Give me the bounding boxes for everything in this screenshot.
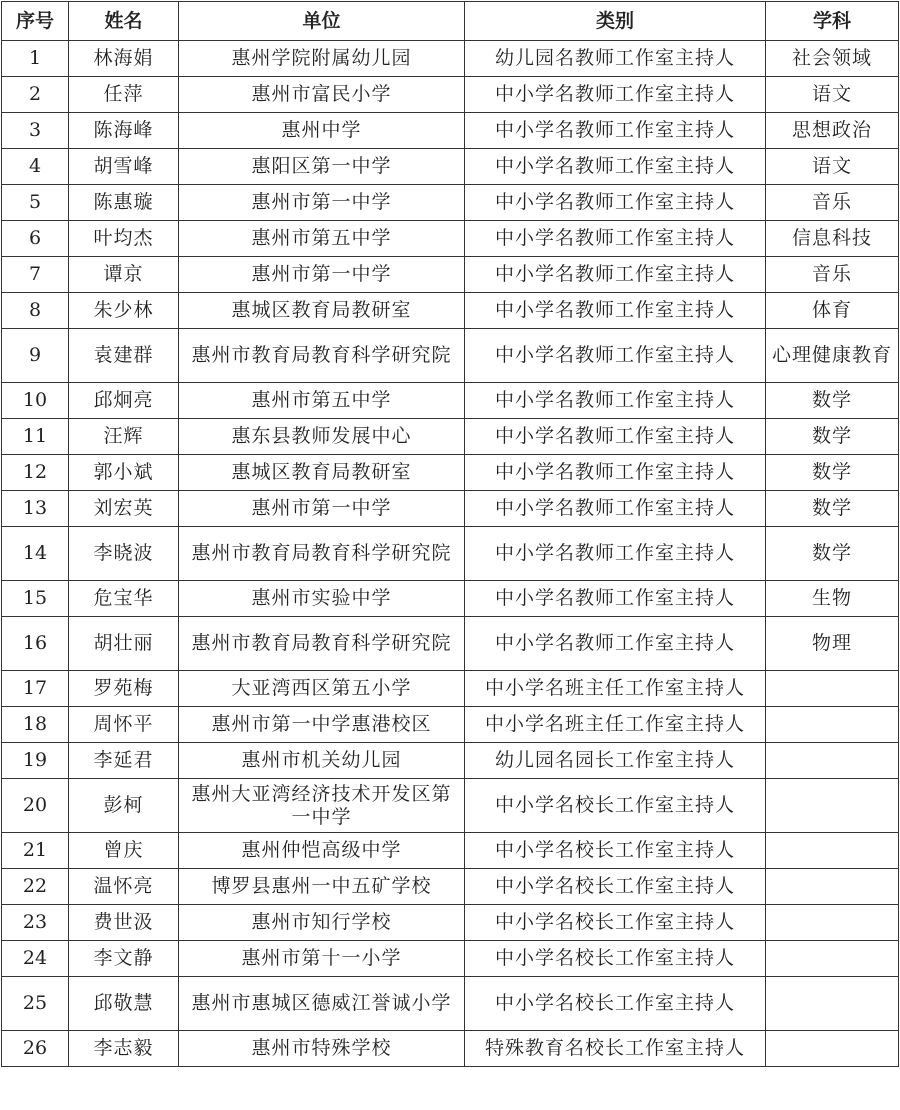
cell-subject: 生物 [766, 581, 899, 617]
cell-subject: 数学 [766, 455, 899, 491]
cell-subject [766, 833, 899, 869]
cell-index: 24 [2, 941, 69, 977]
cell-index: 17 [2, 671, 69, 707]
table-row [2, 293, 899, 329]
cell-subject: 数学 [766, 527, 899, 581]
cell-index: 26 [2, 1031, 69, 1067]
cell-index: 18 [2, 707, 69, 743]
cell-unit: 惠州市第一中学 [179, 491, 465, 527]
cell-category: 中小学名教师工作室主持人 [465, 329, 766, 383]
cell-name: 彭柯 [69, 779, 179, 833]
cell-subject [766, 671, 899, 707]
cell-unit: 惠州市实验中学 [179, 581, 465, 617]
cell-name: 温怀亮 [69, 869, 179, 905]
cell-category: 中小学名校长工作室主持人 [465, 905, 766, 941]
table-row [2, 1031, 899, 1067]
cell-subject: 数学 [766, 419, 899, 455]
cell-name: 朱少林 [69, 293, 179, 329]
table-row [2, 491, 899, 527]
cell-index: 9 [2, 329, 69, 383]
cell-unit: 惠州市第一中学 [179, 185, 465, 221]
cell-unit: 惠州市特殊学校 [179, 1031, 465, 1067]
cell-unit: 惠州市富民小学 [179, 77, 465, 113]
cell-index: 14 [2, 527, 69, 581]
cell-name: 周怀平 [69, 707, 179, 743]
cell-name: 李文静 [69, 941, 179, 977]
cell-subject [766, 743, 899, 779]
cell-index: 1 [2, 41, 69, 77]
cell-unit: 惠州市机关幼儿园 [179, 743, 465, 779]
cell-subject [766, 941, 899, 977]
header-category: 类别 [465, 2, 766, 41]
cell-subject: 语文 [766, 149, 899, 185]
cell-category: 中小学名校长工作室主持人 [465, 869, 766, 905]
cell-unit: 惠州市第五中学 [179, 383, 465, 419]
table-row [2, 329, 899, 383]
cell-name: 陈惠璇 [69, 185, 179, 221]
cell-name: 袁建群 [69, 329, 179, 383]
cell-index: 22 [2, 869, 69, 905]
cell-subject [766, 1031, 899, 1067]
cell-name: 费世汲 [69, 905, 179, 941]
cell-subject: 思想政治 [766, 113, 899, 149]
cell-subject [766, 977, 899, 1031]
table-row [2, 221, 899, 257]
table-row [2, 455, 899, 491]
cell-name: 谭京 [69, 257, 179, 293]
cell-category: 中小学名教师工作室主持人 [465, 581, 766, 617]
cell-category: 中小学名教师工作室主持人 [465, 419, 766, 455]
cell-name: 李延君 [69, 743, 179, 779]
cell-category: 中小学名教师工作室主持人 [465, 455, 766, 491]
cell-unit: 惠州仲恺高级中学 [179, 833, 465, 869]
table-row [2, 257, 899, 293]
header-unit: 单位 [179, 2, 465, 41]
cell-category: 中小学名校长工作室主持人 [465, 977, 766, 1031]
cell-name: 任萍 [69, 77, 179, 113]
cell-index: 7 [2, 257, 69, 293]
table-row [2, 419, 899, 455]
table-row [2, 671, 899, 707]
cell-unit: 惠州大亚湾经济技术开发区第一中学 [179, 779, 465, 833]
cell-unit: 惠东县教师发展中心 [179, 419, 465, 455]
cell-unit: 惠州中学 [179, 113, 465, 149]
cell-index: 11 [2, 419, 69, 455]
table-row [2, 581, 899, 617]
cell-unit: 惠州市教育局教育科学研究院 [179, 617, 465, 671]
cell-subject: 信息科技 [766, 221, 899, 257]
cell-subject [766, 707, 899, 743]
cell-subject: 物理 [766, 617, 899, 671]
table-row [2, 527, 899, 581]
cell-index: 21 [2, 833, 69, 869]
cell-index: 25 [2, 977, 69, 1031]
cell-index: 5 [2, 185, 69, 221]
cell-subject: 心理健康教育 [766, 329, 899, 383]
cell-category: 中小学名教师工作室主持人 [465, 113, 766, 149]
cell-unit: 惠城区教育局教研室 [179, 293, 465, 329]
cell-subject: 数学 [766, 383, 899, 419]
cell-subject: 社会领域 [766, 41, 899, 77]
cell-category: 中小学名校长工作室主持人 [465, 779, 766, 833]
cell-category: 中小学名教师工作室主持人 [465, 185, 766, 221]
table-row [2, 743, 899, 779]
table-row [2, 941, 899, 977]
cell-index: 20 [2, 779, 69, 833]
cell-unit: 惠州市第五中学 [179, 221, 465, 257]
table-row [2, 113, 899, 149]
cell-unit: 惠州市教育局教育科学研究院 [179, 329, 465, 383]
cell-category: 中小学名校长工作室主持人 [465, 941, 766, 977]
cell-unit: 惠州市知行学校 [179, 905, 465, 941]
cell-category: 中小学名班主任工作室主持人 [465, 671, 766, 707]
cell-category: 中小学名教师工作室主持人 [465, 77, 766, 113]
cell-category: 中小学名教师工作室主持人 [465, 491, 766, 527]
cell-index: 13 [2, 491, 69, 527]
table-row [2, 77, 899, 113]
cell-unit: 大亚湾西区第五小学 [179, 671, 465, 707]
header-index: 序号 [2, 2, 69, 41]
cell-subject: 音乐 [766, 257, 899, 293]
cell-index: 23 [2, 905, 69, 941]
cell-index: 2 [2, 77, 69, 113]
table-row [2, 41, 899, 77]
table-row [2, 779, 899, 833]
cell-unit: 惠州市惠城区德威江誉诚小学 [179, 977, 465, 1031]
cell-category: 中小学名教师工作室主持人 [465, 527, 766, 581]
cell-category: 中小学名教师工作室主持人 [465, 221, 766, 257]
cell-name: 危宝华 [69, 581, 179, 617]
cell-index: 19 [2, 743, 69, 779]
table-row [2, 905, 899, 941]
cell-subject: 语文 [766, 77, 899, 113]
cell-index: 15 [2, 581, 69, 617]
header-subject: 学科 [766, 2, 899, 41]
cell-unit: 惠城区教育局教研室 [179, 455, 465, 491]
table-row [2, 707, 899, 743]
cell-name: 胡壮丽 [69, 617, 179, 671]
cell-name: 陈海峰 [69, 113, 179, 149]
table-row [2, 149, 899, 185]
cell-name: 罗苑梅 [69, 671, 179, 707]
cell-subject [766, 869, 899, 905]
cell-name: 叶均杰 [69, 221, 179, 257]
cell-category: 中小学名教师工作室主持人 [465, 257, 766, 293]
cell-unit: 惠阳区第一中学 [179, 149, 465, 185]
cell-name: 邱炯亮 [69, 383, 179, 419]
cell-index: 10 [2, 383, 69, 419]
cell-index: 4 [2, 149, 69, 185]
cell-subject: 数学 [766, 491, 899, 527]
cell-category: 幼儿园名园长工作室主持人 [465, 743, 766, 779]
cell-name: 李志毅 [69, 1031, 179, 1067]
header-row [2, 2, 899, 41]
cell-category: 中小学名教师工作室主持人 [465, 617, 766, 671]
cell-category: 中小学名教师工作室主持人 [465, 383, 766, 419]
cell-subject: 体育 [766, 293, 899, 329]
cell-index: 6 [2, 221, 69, 257]
cell-unit: 惠州市教育局教育科学研究院 [179, 527, 465, 581]
cell-unit: 惠州学院附属幼儿园 [179, 41, 465, 77]
cell-name: 胡雪峰 [69, 149, 179, 185]
cell-name: 邱敬慧 [69, 977, 179, 1031]
cell-name: 郭小斌 [69, 455, 179, 491]
cell-category: 中小学名教师工作室主持人 [465, 149, 766, 185]
cell-category: 中小学名班主任工作室主持人 [465, 707, 766, 743]
cell-name: 曾庆 [69, 833, 179, 869]
cell-name: 刘宏英 [69, 491, 179, 527]
cell-category: 幼儿园名教师工作室主持人 [465, 41, 766, 77]
cell-index: 8 [2, 293, 69, 329]
cell-name: 汪辉 [69, 419, 179, 455]
cell-category: 中小学名教师工作室主持人 [465, 293, 766, 329]
table-row [2, 833, 899, 869]
cell-category: 中小学名校长工作室主持人 [465, 833, 766, 869]
table-row [2, 977, 899, 1031]
cell-name: 林海娟 [69, 41, 179, 77]
cell-index: 12 [2, 455, 69, 491]
table-row [2, 869, 899, 905]
table-row [2, 383, 899, 419]
header-name: 姓名 [69, 2, 179, 41]
table-row [2, 185, 899, 221]
cell-name: 李晓波 [69, 527, 179, 581]
cell-subject: 音乐 [766, 185, 899, 221]
cell-subject [766, 779, 899, 833]
cell-unit: 惠州市第一中学惠港校区 [179, 707, 465, 743]
cell-category: 特殊教育名校长工作室主持人 [465, 1031, 766, 1067]
table-body [2, 41, 899, 1067]
cell-subject [766, 905, 899, 941]
table-row [2, 617, 899, 671]
cell-unit: 惠州市第一中学 [179, 257, 465, 293]
cell-unit: 惠州市第十一小学 [179, 941, 465, 977]
cell-index: 3 [2, 113, 69, 149]
name-list-table [1, 1, 899, 1067]
cell-index: 16 [2, 617, 69, 671]
cell-unit: 博罗县惠州一中五矿学校 [179, 869, 465, 905]
